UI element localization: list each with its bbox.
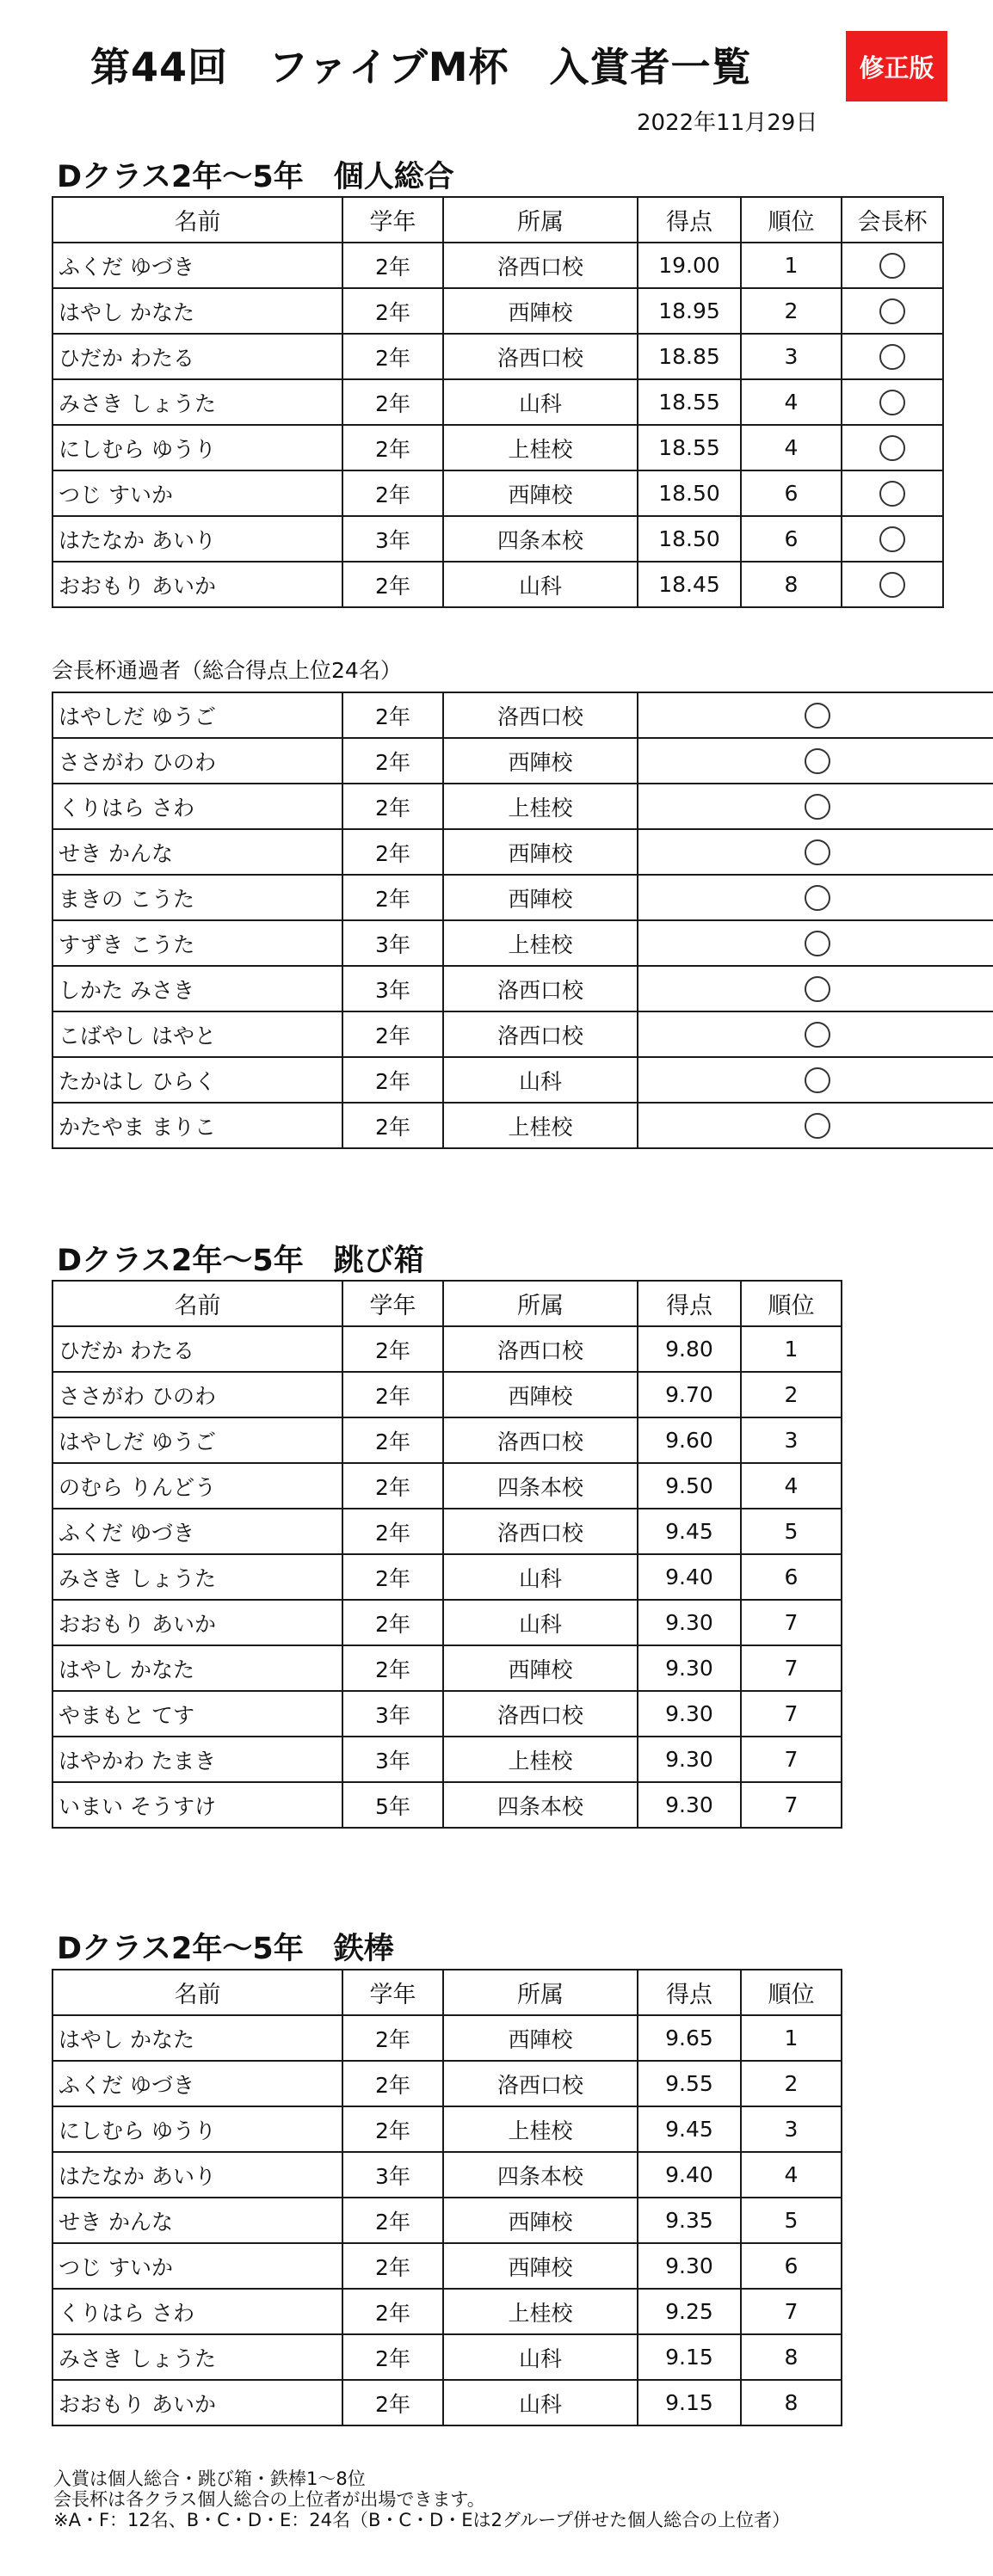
score-cell: 9.40 xyxy=(638,1554,741,1600)
name-cell: はたなか あいり xyxy=(52,2152,342,2198)
name-cell: ふくだ ゆづき xyxy=(52,243,342,288)
table-row xyxy=(52,2289,842,2334)
cup-cell xyxy=(638,784,993,829)
table-row xyxy=(52,1011,993,1057)
table-row xyxy=(52,2015,842,2061)
column-header: 名前 xyxy=(52,1281,342,1326)
table-row xyxy=(52,875,993,920)
school-cell: 西陣校 xyxy=(443,2015,638,2061)
rank-cell: 2 xyxy=(741,288,842,334)
rank-cell: 5 xyxy=(741,2198,842,2243)
name-cell: くりはら さわ xyxy=(52,2289,342,2334)
rank-cell: 7 xyxy=(741,1691,842,1737)
section-title-overall: Dクラス2年～5年 個人総合 xyxy=(57,160,454,194)
footer-line: 入賞は個人総合・跳び箱・鉄棒1～8位 xyxy=(53,2468,366,2489)
table-row xyxy=(52,1600,842,1645)
score-cell: 9.65 xyxy=(638,2015,741,2061)
header-row xyxy=(52,197,943,243)
name-cell: かたやま まりこ xyxy=(52,1103,342,1148)
grade-cell: 3年 xyxy=(342,1691,443,1737)
passers-table xyxy=(52,692,993,1149)
school-cell: 西陣校 xyxy=(443,875,638,920)
table-row xyxy=(52,288,943,334)
name-cell: せき かんな xyxy=(52,829,342,875)
rank-cell: 1 xyxy=(741,2015,842,2061)
grade-cell: 2年 xyxy=(342,2380,443,2425)
school-cell: 山科 xyxy=(443,562,638,607)
rank-cell: 5 xyxy=(741,1509,842,1554)
score-cell: 18.85 xyxy=(638,334,741,379)
school-cell: 上桂校 xyxy=(443,2289,638,2334)
rank-cell: 4 xyxy=(741,2152,842,2198)
grade-cell: 2年 xyxy=(342,829,443,875)
rank-cell: 4 xyxy=(741,1463,842,1509)
table-row xyxy=(52,1737,842,1782)
name-cell: はたなか あいり xyxy=(52,516,342,562)
section-title-bar: Dクラス2年～5年 鉄棒 xyxy=(57,1932,394,1966)
school-cell: 上桂校 xyxy=(443,1737,638,1782)
grade-cell: 2年 xyxy=(342,2289,443,2334)
column-header: 得点 xyxy=(638,1281,741,1326)
school-cell: 洛西口校 xyxy=(443,1417,638,1463)
cup-cell xyxy=(842,562,943,607)
footer-notes xyxy=(53,2468,790,2530)
score-cell: 9.80 xyxy=(638,1326,741,1372)
header-row xyxy=(52,1281,842,1326)
name-cell: はやかわ たまき xyxy=(52,1737,342,1782)
rank-cell: 8 xyxy=(741,562,842,607)
name-cell: のむら りんどう xyxy=(52,1463,342,1509)
column-header: 所属 xyxy=(443,1970,638,2015)
school-cell: 洛西口校 xyxy=(443,692,638,738)
score-cell: 9.30 xyxy=(638,2243,741,2289)
grade-cell: 3年 xyxy=(342,2152,443,2198)
grade-cell: 2年 xyxy=(342,2334,443,2380)
footer-line: 会長杯は各クラス個人総合の上位者が出場できます。 xyxy=(53,2489,485,2510)
grade-cell: 3年 xyxy=(342,966,443,1011)
name-cell: やまもと てす xyxy=(52,1691,342,1737)
score-cell: 9.30 xyxy=(638,1600,741,1645)
cup-cell xyxy=(638,875,993,920)
grade-cell: 2年 xyxy=(342,1645,443,1691)
name-cell: はやし かなた xyxy=(52,1645,342,1691)
column-header: 学年 xyxy=(342,197,443,243)
name-cell: にしむら ゆうり xyxy=(52,425,342,470)
rank-cell: 3 xyxy=(741,2106,842,2152)
grade-cell: 2年 xyxy=(342,1554,443,1600)
rank-cell: 8 xyxy=(741,2334,842,2380)
grade-cell: 2年 xyxy=(342,379,443,425)
overall-table xyxy=(52,196,944,608)
cup-cell xyxy=(638,1057,993,1103)
score-cell: 9.30 xyxy=(638,1645,741,1691)
rank-cell: 4 xyxy=(741,379,842,425)
rank-cell: 3 xyxy=(741,1417,842,1463)
score-cell: 19.00 xyxy=(638,243,741,288)
table-row xyxy=(52,1103,993,1148)
name-cell: おおもり あいか xyxy=(52,562,342,607)
circle-mark-icon xyxy=(879,526,905,552)
grade-cell: 3年 xyxy=(342,1737,443,1782)
school-cell: 西陣校 xyxy=(443,2243,638,2289)
school-cell: 洛西口校 xyxy=(443,1326,638,1372)
score-cell: 9.30 xyxy=(638,1782,741,1828)
school-cell: 西陣校 xyxy=(443,470,638,516)
column-header: 会長杯 xyxy=(842,197,943,243)
school-cell: 西陣校 xyxy=(443,1645,638,1691)
score-cell: 9.15 xyxy=(638,2334,741,2380)
school-cell: 洛西口校 xyxy=(443,1691,638,1737)
circle-mark-icon xyxy=(805,703,830,729)
column-header: 所属 xyxy=(443,197,638,243)
passers-note: 会長杯通過者（総合得点上位24名） xyxy=(52,658,402,683)
school-cell: 山科 xyxy=(443,2380,638,2425)
name-cell: たかはし ひらく xyxy=(52,1057,342,1103)
grade-cell: 2年 xyxy=(342,1011,443,1057)
grade-cell: 2年 xyxy=(342,2061,443,2106)
name-cell: ふくだ ゆづき xyxy=(52,1509,342,1554)
grade-cell: 2年 xyxy=(342,2243,443,2289)
table-row xyxy=(52,1509,842,1554)
circle-mark-icon xyxy=(879,253,905,279)
circle-mark-icon xyxy=(805,931,830,956)
score-cell: 18.95 xyxy=(638,288,741,334)
name-cell: みさき しょうた xyxy=(52,2334,342,2380)
table-row xyxy=(52,516,943,562)
table-row xyxy=(52,692,993,738)
table-row xyxy=(52,1372,842,1417)
school-cell: 西陣校 xyxy=(443,2198,638,2243)
table-row xyxy=(52,784,993,829)
school-cell: 山科 xyxy=(443,2334,638,2380)
score-cell: 18.50 xyxy=(638,516,741,562)
rank-cell: 3 xyxy=(741,334,842,379)
table-row xyxy=(52,1417,842,1463)
cup-cell xyxy=(638,829,993,875)
grade-cell: 2年 xyxy=(342,2198,443,2243)
column-header: 名前 xyxy=(52,1970,342,2015)
table-row xyxy=(52,425,943,470)
school-cell: 上桂校 xyxy=(443,784,638,829)
cup-cell xyxy=(842,516,943,562)
column-header: 得点 xyxy=(638,197,741,243)
name-cell: みさき しょうた xyxy=(52,1554,342,1600)
grade-cell: 3年 xyxy=(342,516,443,562)
school-cell: 山科 xyxy=(443,1057,638,1103)
school-cell: 西陣校 xyxy=(443,829,638,875)
score-cell: 9.35 xyxy=(638,2198,741,2243)
score-cell: 9.60 xyxy=(638,1417,741,1463)
name-cell: すずき こうた xyxy=(52,920,342,966)
table-row xyxy=(52,243,943,288)
section-title-vault: Dクラス2年～5年 跳び箱 xyxy=(57,1244,424,1278)
cup-cell xyxy=(842,379,943,425)
name-cell: ささがわ ひのわ xyxy=(52,738,342,784)
table-row xyxy=(52,1691,842,1737)
grade-cell: 2年 xyxy=(342,1326,443,1372)
rank-cell: 7 xyxy=(741,1645,842,1691)
table-row xyxy=(52,2334,842,2380)
table-row xyxy=(52,920,993,966)
cup-cell xyxy=(842,288,943,334)
grade-cell: 2年 xyxy=(342,784,443,829)
table-row xyxy=(52,966,993,1011)
grade-cell: 2年 xyxy=(342,692,443,738)
name-cell: こばやし はやと xyxy=(52,1011,342,1057)
table-row xyxy=(52,2061,842,2106)
rank-cell: 7 xyxy=(741,2289,842,2334)
circle-mark-icon xyxy=(805,794,830,820)
header-row xyxy=(52,1970,842,2015)
grade-cell: 2年 xyxy=(342,562,443,607)
circle-mark-icon xyxy=(805,885,830,911)
column-header: 得点 xyxy=(638,1970,741,2015)
rank-cell: 4 xyxy=(741,425,842,470)
table-row xyxy=(52,1326,842,1372)
circle-mark-icon xyxy=(805,976,830,1002)
school-cell: 洛西口校 xyxy=(443,243,638,288)
table-row xyxy=(52,1782,842,1828)
name-cell: にしむら ゆうり xyxy=(52,2106,342,2152)
school-cell: 洛西口校 xyxy=(443,1509,638,1554)
table-row xyxy=(52,1057,993,1103)
score-cell: 9.70 xyxy=(638,1372,741,1417)
circle-mark-icon xyxy=(879,298,905,324)
score-cell: 9.55 xyxy=(638,2061,741,2106)
column-header: 名前 xyxy=(52,197,342,243)
school-cell: 山科 xyxy=(443,1600,638,1645)
school-cell: 四条本校 xyxy=(443,1782,638,1828)
name-cell: まきの こうた xyxy=(52,875,342,920)
score-cell: 9.25 xyxy=(638,2289,741,2334)
score-cell: 9.45 xyxy=(638,2106,741,2152)
circle-mark-icon xyxy=(879,481,905,507)
grade-cell: 2年 xyxy=(342,1372,443,1417)
grade-cell: 5年 xyxy=(342,1782,443,1828)
grade-cell: 2年 xyxy=(342,2015,443,2061)
rank-cell: 6 xyxy=(741,1554,842,1600)
name-cell: はやし かなた xyxy=(52,288,342,334)
rank-cell: 6 xyxy=(741,470,842,516)
column-header: 学年 xyxy=(342,1970,443,2015)
name-cell: ひだか わたる xyxy=(52,1326,342,1372)
cup-cell xyxy=(638,738,993,784)
cup-cell xyxy=(842,334,943,379)
table-row xyxy=(52,334,943,379)
grade-cell: 2年 xyxy=(342,334,443,379)
score-cell: 18.55 xyxy=(638,379,741,425)
grade-cell: 2年 xyxy=(342,2106,443,2152)
rank-cell: 1 xyxy=(741,1326,842,1372)
score-cell: 9.30 xyxy=(638,1737,741,1782)
cup-cell xyxy=(638,920,993,966)
school-cell: 四条本校 xyxy=(443,2152,638,2198)
table-row xyxy=(52,379,943,425)
grade-cell: 2年 xyxy=(342,1103,443,1148)
circle-mark-icon xyxy=(805,1113,830,1139)
table-row xyxy=(52,2380,842,2425)
score-cell: 9.15 xyxy=(638,2380,741,2425)
cup-cell xyxy=(638,966,993,1011)
name-cell: みさき しょうた xyxy=(52,379,342,425)
table-row xyxy=(52,562,943,607)
school-cell: 上桂校 xyxy=(443,425,638,470)
school-cell: 洛西口校 xyxy=(443,1011,638,1057)
rank-cell: 2 xyxy=(741,1372,842,1417)
circle-mark-icon xyxy=(879,435,905,461)
cup-cell xyxy=(638,1011,993,1057)
vault-table xyxy=(52,1280,842,1829)
column-header: 順位 xyxy=(741,1970,842,2015)
circle-mark-icon xyxy=(805,748,830,774)
school-cell: 洛西口校 xyxy=(443,334,638,379)
grade-cell: 3年 xyxy=(342,920,443,966)
grade-cell: 2年 xyxy=(342,875,443,920)
name-cell: ひだか わたる xyxy=(52,334,342,379)
bar-table xyxy=(52,1969,842,2426)
name-cell: いまい そうすけ xyxy=(52,1782,342,1828)
score-cell: 9.40 xyxy=(638,2152,741,2198)
name-cell: はやし かなた xyxy=(52,2015,342,2061)
cup-cell xyxy=(638,692,993,738)
column-header: 学年 xyxy=(342,1281,443,1326)
name-cell: しかた みさき xyxy=(52,966,342,1011)
grade-cell: 2年 xyxy=(342,1417,443,1463)
cup-cell xyxy=(842,470,943,516)
issue-date: 2022年11月29日 xyxy=(637,110,818,136)
school-cell: 西陣校 xyxy=(443,1372,638,1417)
name-cell: ふくだ ゆづき xyxy=(52,2061,342,2106)
table-row xyxy=(52,2243,842,2289)
school-cell: 西陣校 xyxy=(443,738,638,784)
school-cell: 四条本校 xyxy=(443,1463,638,1509)
circle-mark-icon xyxy=(879,572,905,598)
score-cell: 9.30 xyxy=(638,1691,741,1737)
table-row xyxy=(52,2198,842,2243)
school-cell: 山科 xyxy=(443,379,638,425)
score-cell: 18.55 xyxy=(638,425,741,470)
grade-cell: 2年 xyxy=(342,243,443,288)
circle-mark-icon xyxy=(805,1022,830,1048)
cup-cell xyxy=(842,243,943,288)
school-cell: 四条本校 xyxy=(443,516,638,562)
page-title: 第44回 ファイブM杯 入賞者一覧 xyxy=(90,44,752,90)
table-row xyxy=(52,738,993,784)
table-row xyxy=(52,1554,842,1600)
circle-mark-icon xyxy=(805,1067,830,1093)
circle-mark-icon xyxy=(879,390,905,415)
name-cell: くりはら さわ xyxy=(52,784,342,829)
name-cell: つじ すいか xyxy=(52,2243,342,2289)
rank-cell: 1 xyxy=(741,243,842,288)
name-cell: せき かんな xyxy=(52,2198,342,2243)
name-cell: おおもり あいか xyxy=(52,2380,342,2425)
grade-cell: 2年 xyxy=(342,1057,443,1103)
name-cell: はやしだ ゆうご xyxy=(52,1417,342,1463)
rank-cell: 7 xyxy=(741,1600,842,1645)
circle-mark-icon xyxy=(805,839,830,865)
school-cell: 洛西口校 xyxy=(443,966,638,1011)
circle-mark-icon xyxy=(879,344,905,370)
footer-line: ※A・F：12名、B・C・D・E：24名（B・C・D・Eは2グループ併せた個人総合の上位者） xyxy=(53,2510,791,2530)
score-cell: 18.50 xyxy=(638,470,741,516)
name-cell: つじ すいか xyxy=(52,470,342,516)
rank-cell: 8 xyxy=(741,2380,842,2425)
rank-cell: 6 xyxy=(741,516,842,562)
column-header: 所属 xyxy=(443,1281,638,1326)
school-cell: 山科 xyxy=(443,1554,638,1600)
score-cell: 9.45 xyxy=(638,1509,741,1554)
name-cell: おおもり あいか xyxy=(52,1600,342,1645)
score-cell: 9.50 xyxy=(638,1463,741,1509)
score-cell: 18.45 xyxy=(638,562,741,607)
grade-cell: 2年 xyxy=(342,738,443,784)
grade-cell: 2年 xyxy=(342,425,443,470)
school-cell: 上桂校 xyxy=(443,920,638,966)
column-header: 順位 xyxy=(741,1281,842,1326)
table-row xyxy=(52,1463,842,1509)
rank-cell: 7 xyxy=(741,1782,842,1828)
column-header: 順位 xyxy=(741,197,842,243)
grade-cell: 2年 xyxy=(342,470,443,516)
rank-cell: 2 xyxy=(741,2061,842,2106)
grade-cell: 2年 xyxy=(342,1509,443,1554)
revised-badge: 修正版 xyxy=(846,31,947,101)
rank-cell: 6 xyxy=(741,2243,842,2289)
table-row xyxy=(52,829,993,875)
table-row xyxy=(52,2106,842,2152)
name-cell: はやしだ ゆうご xyxy=(52,692,342,738)
grade-cell: 2年 xyxy=(342,288,443,334)
table-row xyxy=(52,470,943,516)
name-cell: ささがわ ひのわ xyxy=(52,1372,342,1417)
cup-cell xyxy=(638,1103,993,1148)
cup-cell xyxy=(842,425,943,470)
grade-cell: 2年 xyxy=(342,1463,443,1509)
table-row xyxy=(52,1645,842,1691)
school-cell: 西陣校 xyxy=(443,288,638,334)
grade-cell: 2年 xyxy=(342,1600,443,1645)
school-cell: 上桂校 xyxy=(443,2106,638,2152)
school-cell: 上桂校 xyxy=(443,1103,638,1148)
school-cell: 洛西口校 xyxy=(443,2061,638,2106)
table-row xyxy=(52,2152,842,2198)
rank-cell: 7 xyxy=(741,1737,842,1782)
